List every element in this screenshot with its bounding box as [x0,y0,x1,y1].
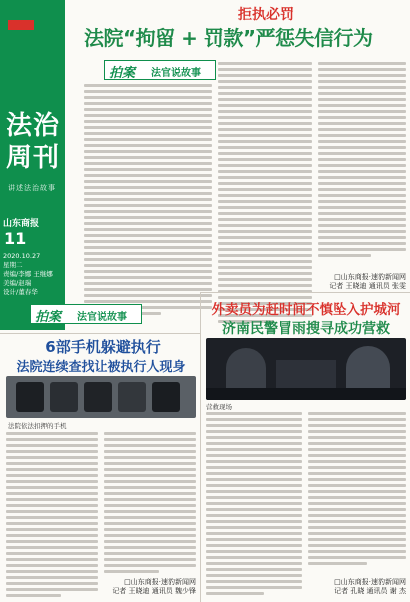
article2-body-col2 [104,432,196,574]
article2-headline-line2: 法院连续查找让被执行人现身 [16,360,186,375]
article3-body-col1 [206,412,302,600]
article1-body-col2 [218,62,312,330]
art-editor-credit: 美编/赵瑞 [3,279,32,287]
article2-headline-line1: 6部手机躲避执行 [45,338,161,356]
article3-headline-line1: 外卖员为赶时间不慎坠入护城河 [211,302,401,318]
article1-body-col3 [318,62,406,268]
article3-photo-caption: 营救现场 [206,403,232,411]
article2-body-col1 [6,432,98,600]
rescue-photo [206,338,406,400]
article3-headline-line2: 济南民警冒雨搜寻成功营救 [222,321,390,337]
divider-vertical [200,292,201,602]
phone-image [84,382,112,412]
article3-byline-2: 记者 孔晓 通讯员 谢 杰 [334,587,406,595]
article2-column-tag [30,304,142,324]
article1-headline: 法院“拘留 + 罚款”严惩失信行为 [84,26,373,50]
issue-weekday: 星期二 [3,261,23,269]
column-logo: 拍案 [109,66,136,81]
article1-byline-1: □山东商报·速豹新闻网 [334,273,406,281]
column-name: 法官说故事 [77,312,127,323]
article3-body-col2 [308,412,406,572]
column-name: 法官说故事 [151,68,201,79]
article1-byline-2: 记者 王晓迪 通讯员 张雯 [329,282,406,290]
article2-byline-2: 记者 王晓迪 通讯员 魏少锋 [112,587,196,595]
phone-image [50,382,78,412]
phones-photo [6,376,196,418]
phone-image [152,382,180,412]
water-shape [206,388,406,400]
phone-image [118,382,146,412]
article2-byline-1: □山东商报·速豹新闻网 [124,578,196,586]
phone-image [16,382,44,412]
red-tag-decoration [8,20,34,30]
page-number: 11 [4,229,27,248]
issue-date: 2020.10.27 [3,252,41,260]
column-logo: 拍案 [35,310,62,325]
divider-horizontal-right [200,292,410,293]
paper-name: 山东商报 [3,219,40,229]
masthead-sidebar [0,0,65,330]
article2-photo-caption: 法院依法扣押的手机 [8,422,67,430]
designer-credit: 设计/董春华 [3,288,38,296]
article1-column-tag [104,60,216,80]
section-title-line1: 法治 [5,111,60,141]
editor-credit: 责编/李娜 王继娜 [3,270,53,278]
divider-horizontal-left [0,333,200,334]
article1-body-col1 [84,84,212,330]
article3-byline-1: □山东商报·速豹新闻网 [334,578,406,586]
section-subtitle: 讲述法治故事 [8,184,56,192]
article1-kicker: 拒执必罚 [238,7,294,23]
section-title-line2: 周刊 [5,143,60,173]
